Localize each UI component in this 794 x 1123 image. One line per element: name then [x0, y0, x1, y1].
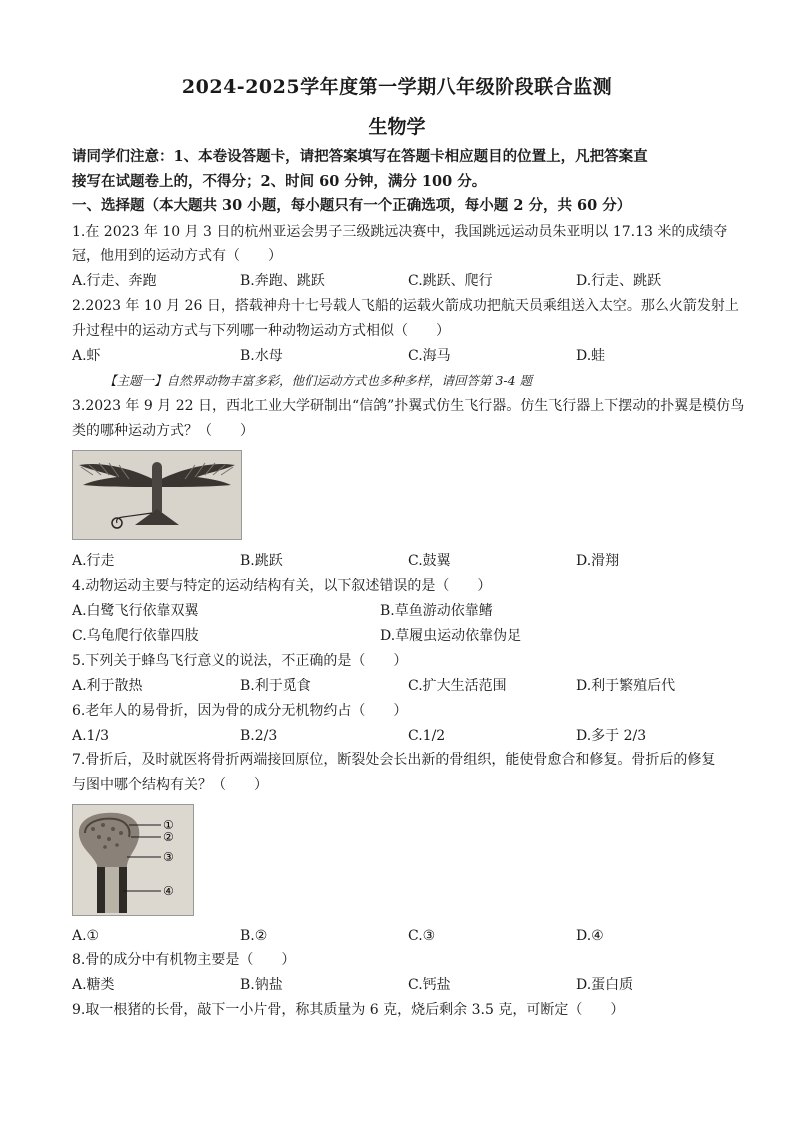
q8-option-d: D.蛋白质 [576, 977, 634, 993]
figure-label-1: ① [163, 818, 174, 832]
q6-option-c: C.1/2 [408, 728, 446, 744]
q8-option-c: C.钙盐 [408, 977, 451, 993]
q2-stem-2: 升过程中的运动方式与下列哪一种动物运动方式相似（ ） [72, 323, 450, 339]
q3-stem-2: 类的哪种运动方式？（ ） [72, 423, 254, 439]
q3-option-b: B.跳跃 [240, 553, 283, 569]
q6-option-b: B.2/3 [240, 728, 278, 744]
q7-option-a: A.① [72, 928, 100, 944]
q9-stem: 9.取一根猪的长骨，敲下一小片骨，称其质量为 6 克，烧后剩余 3.5 克，可断定（ ） [72, 1002, 625, 1018]
section-heading: 一、选择题（本大题共 30 小题，每小题只有一个正确选项，每小题 2 分，共 60 分） [72, 197, 632, 214]
q2-option-b: B.水母 [240, 348, 283, 364]
q3-stem-1: 3.2023 年 9 月 22 日，西北工业大学研制出“信鸽”扑翼式仿生飞行器。仿生飞行器上下摆动的扑翼是模仿鸟 [72, 398, 745, 414]
long-bone-figure [72, 804, 194, 916]
figure-label-3: ③ [163, 850, 174, 864]
q2-option-d: D.蛙 [576, 348, 606, 364]
notice-line-1: 请同学们注意：1、本卷设答题卡，请把答案填写在答题卡相应题目的位置上，凡把答案直 [72, 148, 648, 165]
q4-option-b: B.草鱼游动依靠鳍 [380, 603, 493, 619]
q5-stem: 5.下列关于蜂鸟飞行意义的说法，不正确的是（ ） [72, 653, 408, 669]
q5-option-d: D.利于繁殖后代 [576, 678, 676, 694]
q2-option-c: C.海马 [408, 348, 451, 364]
figure-label-4: ④ [163, 884, 174, 898]
ornithopter-drawing [73, 451, 241, 539]
q8-option-b: B.钠盐 [240, 977, 283, 993]
q7-option-d: D.④ [576, 928, 604, 944]
q4-option-a: A.白鹭飞行依靠双翼 [72, 603, 199, 619]
q8-option-a: A.糖类 [72, 977, 115, 993]
q7-stem-1: 7.骨折后，及时就医将骨折两端接回原位，断裂处会长出新的骨组织，能使骨愈合和修复。骨折后的修复 [72, 752, 716, 768]
topic-1-note: 【主题一】自然界动物丰富多彩，他们运动方式也多种多样，请回答第 3-4 题 [104, 373, 533, 388]
q7-stem-2: 与图中哪个结构有关？（ ） [72, 777, 268, 793]
q6-stem: 6.老年人的易骨折，因为骨的成分无机物约占（ ） [72, 703, 408, 719]
figure-label-2: ② [163, 830, 174, 844]
q4-option-c: C.乌龟爬行依靠四肢 [72, 628, 199, 644]
q6-option-d: D.多于 2/3 [576, 728, 647, 744]
q1-option-c: C.跳跃、爬行 [408, 273, 493, 289]
q3-option-a: A.行走 [72, 553, 115, 569]
ornithopter-figure [72, 450, 242, 540]
long-bone-drawing [73, 805, 193, 915]
q1-option-a: A.行走、奔跑 [72, 273, 157, 289]
q5-option-b: B.利于觅食 [240, 678, 311, 694]
q7-option-b: B.② [240, 928, 268, 944]
q2-option-a: A.虾 [72, 348, 101, 364]
q1-stem-1: 1.在 2023 年 10 月 3 日的杭州亚运会男子三级跳远决赛中，我国跳远运动员朱亚明以 17.13 米的成绩夺 [72, 224, 728, 240]
q6-option-a: A.1/3 [72, 728, 110, 744]
q3-option-c: C.鼓翼 [408, 553, 451, 569]
q8-stem: 8.骨的成分中有机物主要是（ ） [72, 952, 296, 968]
notice-line-2: 接写在试题卷上的，不得分；2、时间 60 分钟，满分 100 分。 [72, 173, 487, 190]
q2-stem-1: 2.2023 年 10 月 26 日，搭载神舟十七号载人飞船的运载火箭成功把航天员乘组送入太空。那么火箭发射上 [72, 298, 739, 314]
q5-option-a: A.利于散热 [72, 678, 143, 694]
q5-option-c: C.扩大生活范围 [408, 678, 507, 694]
q7-option-c: C.③ [408, 928, 436, 944]
q4-stem: 4.动物运动主要与特定的运动结构有关，以下叙述错误的是（ ） [72, 578, 492, 594]
subject-title: 生物学 [368, 116, 426, 138]
q3-option-d: D.滑翔 [576, 553, 620, 569]
q1-stem-2: 冠，他用到的运动方式有（ ） [72, 248, 282, 264]
q1-option-d: D.行走、跳跃 [576, 273, 662, 289]
q4-option-d: D.草履虫运动依靠伪足 [380, 628, 522, 644]
q1-option-b: B.奔跑、跳跃 [240, 273, 325, 289]
exam-title: 2024-2025学年度第一学期八年级阶段联合监测 [181, 76, 613, 98]
